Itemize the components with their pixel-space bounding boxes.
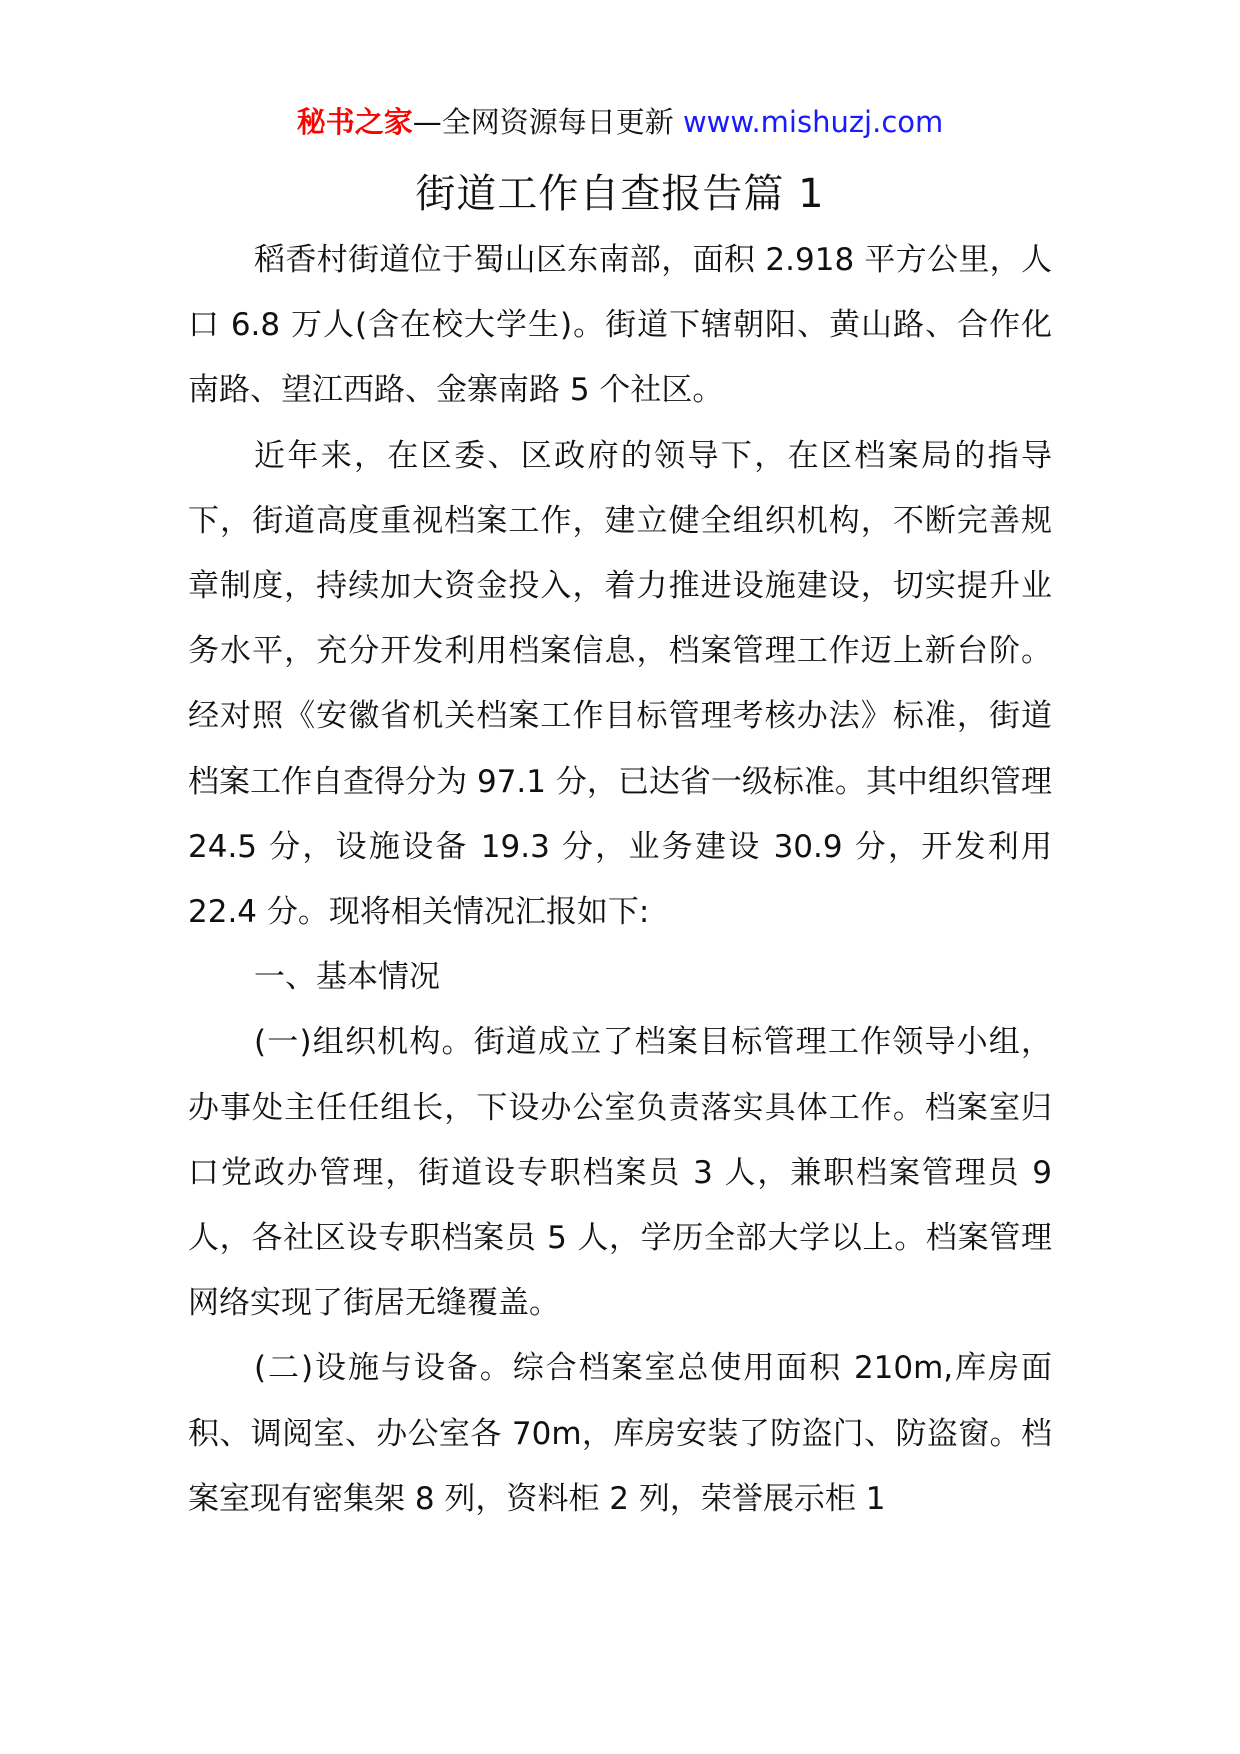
paragraph-facilities: (二)设施与设备。综合档案室总使用面积 210m,库房面积、调阅室、办公室各 70m，库房安装了防盗门、防盗窗。档案室现有密集架 8 列，资料柜 2 列，荣誉展示柜 1	[188, 1350, 1052, 1517]
section-heading-basic-info: 一、基本情况	[254, 959, 440, 996]
paragraph-summary: 近年来，在区委、区政府的领导下，在区档案局的指导下，街道高度重视档案工作，建立健全组织机构，不断完善规章制度，持续加大资金投入，着力推进设施建设，切实提升业务水平，充分开发利用档案信息，档案管理工作迈上新台阶。经对照《安徽省机关档案工作目标管理考核办法》标准，街道档案工作自查得分为 97.1 分，已达省一级标准。其中组织管理 24.5 分，设施设备 19.3 分，业务建设 30.9 分，开发利用 22.4 分。现将相关情况汇报如下:	[188, 437, 1052, 931]
document-title: 街道工作自查报告篇 1	[415, 171, 825, 217]
paragraph-overview: 稻香村街道位于蜀山区东南部，面积 2.918 平方公里，人口 6.8 万人(含在校大学生)。街道下辖朝阳、黄山路、合作化南路、望江西路、金寨南路 5 个社区。	[188, 242, 1052, 409]
site-url-link[interactable]: www.mishuzj.com	[682, 105, 944, 139]
site-brand: 秘书之家	[296, 105, 413, 139]
document-body	[188, 228, 1052, 1532]
site-tagline: —全网资源每日更新	[412, 105, 674, 139]
site-header	[0, 102, 1240, 142]
paragraph-organization: (一)组织机构。街道成立了档案目标管理工作领导小组，办事处主任任组长，下设办公室负责落实具体工作。档案室归口党政办管理，街道设专职档案员 3 人，兼职档案管理员 9 人，各社区设专职档案员 5 人，学历全部大学以上。档案管理网络实现了街居无缝覆盖。	[188, 1024, 1052, 1322]
